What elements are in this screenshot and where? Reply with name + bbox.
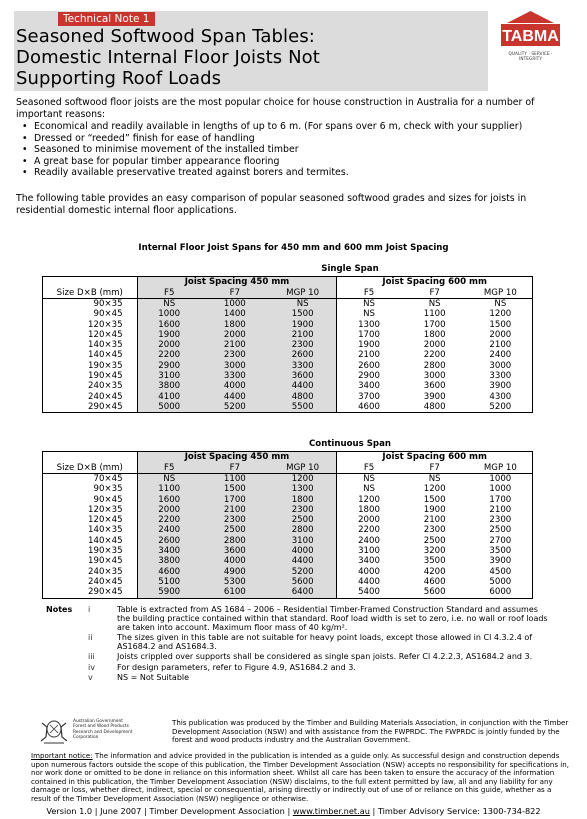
header-row	[43, 277, 533, 289]
span-cell: 2400	[137, 525, 201, 535]
logo-tagline: QUALITY · SERVICE · INTEGRITY	[508, 51, 553, 61]
span-cell: 3100	[269, 536, 337, 546]
table-row	[43, 536, 533, 546]
span-cell: 2900	[358, 371, 380, 382]
important-notice	[31, 752, 573, 803]
span-cell: 6000	[489, 587, 512, 598]
span-cell: 1800	[358, 504, 380, 515]
span-cell: 4000	[269, 546, 337, 556]
span-cell: 4000	[201, 381, 269, 391]
span-cell: NS	[269, 299, 337, 310]
grade-column-header: F5	[137, 288, 201, 299]
size-cell: 120×35	[43, 505, 138, 515]
table-row	[43, 515, 533, 525]
intro-paragraph: Seasoned softwood floor joists are the most popular choice for house construction in Australia for a number of important reasons:	[16, 97, 535, 120]
span-cell: 2800	[201, 536, 269, 546]
size-cell: 90×45	[43, 495, 138, 505]
grade-column-header: F5	[337, 463, 401, 474]
span-cell: 1500	[269, 309, 337, 319]
span-cell: 3600	[269, 371, 337, 381]
span-cell: 3600	[201, 546, 269, 556]
continuous-span-title: Continuous Span	[308, 439, 391, 449]
note-item	[88, 652, 548, 661]
size-cell: 70×45	[43, 474, 138, 485]
gov-line: Research and Development	[73, 729, 133, 735]
gov-line: Forest and Wood Products	[73, 724, 129, 730]
span-cell: 4000	[358, 566, 380, 577]
size-cell: 90×45	[43, 309, 138, 319]
continuous-span-table	[42, 451, 533, 599]
span-cell: 3400	[358, 556, 380, 567]
span-cell: 1000	[489, 484, 512, 495]
span-cell: 3400	[358, 381, 380, 392]
span-cell: 2100	[201, 505, 269, 515]
span-cell: 2500	[269, 515, 337, 525]
header-row	[43, 452, 533, 464]
span-cell: 1300	[358, 319, 380, 330]
span-cell: 3500	[423, 556, 446, 567]
span-cell: 2500	[201, 525, 269, 535]
span-cell: 2000	[137, 505, 201, 515]
note-text: Joists crippled over supports shall be considered as single span joists. Refer Cl 4.2.2.3, AS1684.2 and 3.	[117, 652, 533, 662]
span-cell: 2100	[358, 350, 380, 361]
span-cell: NS	[137, 299, 201, 310]
span-cell: 1700	[201, 495, 269, 505]
span-cell: 2000	[489, 329, 512, 340]
span-cell: 2100	[489, 504, 512, 515]
span-cell: 5100	[137, 577, 201, 587]
span-cell: 4300	[489, 391, 512, 402]
size-cell: 140×45	[43, 350, 138, 360]
table-row	[43, 556, 533, 566]
span-cell: 4900	[201, 567, 269, 577]
span-cell: 6100	[201, 587, 269, 598]
span-cell: 2400	[358, 535, 380, 546]
government-logo-text	[73, 719, 133, 740]
note-item	[88, 633, 548, 651]
span-cell: NS	[428, 299, 441, 309]
table-row	[43, 577, 533, 587]
span-cell: 2900	[137, 361, 201, 371]
title-line-2: Domestic Internal Floor Joists Not	[16, 47, 320, 68]
size-column-header: Size D×B (mm)	[43, 288, 138, 299]
span-cell: 2800	[269, 525, 337, 535]
span-cell: 3300	[201, 371, 269, 381]
logo-text: TABMA	[502, 28, 559, 45]
span-cell: 3100	[137, 371, 201, 381]
size-cell: 120×45	[43, 515, 138, 525]
span-cell: 4500	[489, 566, 512, 577]
title-line-3: Supporting Roof Loads	[16, 68, 222, 89]
span-cell: 1200	[358, 494, 380, 505]
table-row	[43, 392, 533, 402]
span-cell: 4000	[201, 556, 269, 566]
span-cell: 1500	[201, 484, 269, 494]
span-cell: 3100	[358, 546, 380, 557]
span-cell: 2300	[269, 505, 337, 515]
span-cell: 4600	[423, 576, 446, 587]
table-row	[43, 340, 533, 350]
note-number: v	[88, 672, 93, 682]
span-cell: 3000	[423, 371, 446, 382]
note-text: For design parameters, refer to Figure 4.9, AS1684.2 and 3.	[117, 662, 356, 672]
table-row	[43, 350, 533, 360]
reasons-list	[22, 121, 567, 179]
note-text: Table is extracted from AS 1684 – 2006 – Residential Timber-Framed Construction Standard and assumes the building practice contained within that standard. Roof load width is set to zero, i.e. no wall or roof loads are taken into account. Maximum floor mass of 40 kg/m².	[117, 605, 548, 633]
span-cell: 3700	[358, 391, 380, 402]
size-cell: 240×35	[43, 381, 138, 391]
note-number: i	[88, 605, 91, 614]
span-cell: 2000	[137, 340, 201, 350]
span-cell: 2100	[201, 340, 269, 350]
span-cell: 3800	[137, 381, 201, 391]
size-header-blank	[43, 452, 138, 464]
span-cell: 3000	[201, 361, 269, 371]
span-cell: 4800	[269, 392, 337, 402]
span-cell: 1000	[137, 309, 201, 319]
span-cell: 1200	[423, 484, 446, 495]
size-cell: 90×35	[43, 299, 138, 310]
footer-service: | Timber Advisory Service: 1300-734-822	[369, 806, 541, 816]
grade-column-header: F7	[201, 288, 269, 299]
span-cell: 1200	[489, 309, 512, 320]
span-cell: NS	[428, 474, 441, 484]
spacing-600-header: Joist Spacing 600 mm	[382, 277, 487, 287]
span-cell: 2600	[137, 536, 201, 546]
span-cell: 1700	[358, 329, 380, 340]
size-column-header: Size D×B (mm)	[43, 463, 138, 474]
list-item: • Readily available preservative treated against borers and termites.	[22, 167, 567, 179]
span-cell: 2600	[269, 350, 337, 360]
span-cell: 2200	[137, 350, 201, 360]
table-row	[43, 381, 533, 391]
government-logo	[38, 717, 133, 740]
span-cell: 2300	[201, 350, 269, 360]
span-cell: 2000	[201, 330, 269, 340]
technical-note-tag: Technical Note 1	[58, 12, 155, 26]
span-cell: 1500	[423, 494, 446, 505]
table-row	[43, 484, 533, 494]
table-row	[43, 320, 533, 330]
span-cell: 1300	[269, 484, 337, 494]
span-cell: NS	[494, 299, 507, 309]
spacing-450-header: Joist Spacing 450 mm	[137, 452, 337, 464]
span-cell: 5400	[358, 587, 380, 598]
table-row	[43, 309, 533, 319]
span-cell: 4100	[137, 392, 201, 402]
span-cell: 2300	[201, 515, 269, 525]
span-cell: 1100	[201, 474, 269, 485]
grade-column-header: F5	[337, 288, 401, 299]
span-cell: NS	[137, 474, 201, 485]
size-cell: 120×45	[43, 330, 138, 340]
page-title	[16, 26, 486, 89]
table-caption: Internal Floor Joist Spans for 450 mm and 600 mm Joist Spacing	[138, 243, 449, 253]
span-cell: 2100	[269, 330, 337, 340]
note-item	[88, 673, 548, 682]
table-row	[43, 361, 533, 371]
span-cell: 1000	[489, 474, 512, 484]
coat-of-arms-icon	[38, 717, 70, 745]
span-cell: 5000	[489, 576, 512, 587]
size-cell: 140×45	[43, 536, 138, 546]
span-cell: 1600	[137, 320, 201, 330]
note-item	[88, 663, 548, 672]
gov-line: Corporation	[73, 734, 99, 740]
span-cell: 3000	[489, 360, 512, 371]
span-cell: 2200	[423, 350, 446, 361]
span-cell: 4400	[201, 392, 269, 402]
span-cell: 3900	[489, 381, 512, 392]
span-cell: 2400	[489, 350, 512, 361]
list-item: • Seasoned to minimise movement of the installed timber	[22, 144, 567, 156]
note-number: iii	[88, 652, 95, 662]
span-cell: 4600	[137, 567, 201, 577]
footer-version: Version 1.0 | June 2007 | Timber Development Association |	[46, 806, 293, 816]
size-cell: 190×35	[43, 361, 138, 371]
size-header-blank	[43, 277, 138, 289]
span-cell: 2300	[423, 525, 446, 536]
span-cell: NS	[363, 474, 375, 484]
size-cell: 190×35	[43, 546, 138, 556]
span-cell: 1900	[269, 320, 337, 330]
span-cell: 2300	[269, 340, 337, 350]
span-cell: 2300	[489, 515, 512, 526]
span-cell: 1700	[489, 494, 512, 505]
span-cell: 2500	[423, 535, 446, 546]
footer	[0, 806, 587, 816]
span-cell: 1800	[423, 329, 446, 340]
grade-column-header: MGP 10	[469, 288, 533, 299]
header-row	[43, 463, 533, 474]
span-cell: 5200	[201, 402, 269, 413]
span-cell: 4400	[269, 556, 337, 566]
span-cell: NS	[363, 484, 375, 495]
span-cell: 2000	[423, 340, 446, 351]
size-cell: 240×35	[43, 567, 138, 577]
span-cell: 5500	[269, 402, 337, 413]
span-cell: 2600	[358, 360, 380, 371]
span-cell: 1500	[489, 319, 512, 330]
publication-statement: This publication was produced by the Timber and Building Materials Association, in conjunction with the Timber Development Association (NSW) and with assistance from the FWPRDC. The FWPRDC is jointly funded by the forest and wood products industry and the Australian Government.	[172, 718, 569, 744]
span-cell: 5900	[137, 587, 201, 598]
span-cell: 5200	[489, 401, 512, 412]
span-cell: 1400	[201, 309, 269, 319]
span-cell: 4200	[423, 566, 446, 577]
span-cell: 3500	[489, 546, 512, 557]
note-item	[88, 605, 548, 632]
table-row	[43, 402, 533, 413]
size-cell: 290×45	[43, 402, 138, 413]
span-cell: 2200	[137, 515, 201, 525]
span-cell: NS	[363, 309, 375, 320]
span-cell: 2800	[423, 360, 446, 371]
grade-column-header: F7	[401, 288, 469, 299]
gov-line: Australian Government	[73, 719, 123, 724]
span-cell: 2700	[489, 535, 512, 546]
spacing-450-header: Joist Spacing 450 mm	[137, 277, 337, 289]
table-row	[43, 525, 533, 535]
span-cell: 2200	[358, 525, 380, 536]
website-link[interactable]: www.timber.net.au	[292, 806, 370, 816]
span-cell: 5200	[269, 567, 337, 577]
span-cell: 2100	[489, 340, 512, 351]
size-cell: 240×45	[43, 392, 138, 402]
span-cell: 1900	[358, 340, 380, 351]
span-cell: 4600	[358, 401, 380, 412]
span-cell: 1900	[423, 504, 446, 515]
notice-text: The information and advice provided in the publication is intended as a guide only. As successful design and construction depends upon numerous factors outside the scope of this publication, the Timber Development Association (NSW) accepts no responsibility for specifications in, nor work done or omitted to be done in reliance on this information sheet. Whilst all care has been taken to ensure the accuracy of the information contained in this publication, the Timber Development Association (NSW) disclaims, to the full extent permitted by law, all and any liability for any damage or loss, whether direct, indirect, special or consequential, arising directly or indirectly out of use of or reliance on this guide, whether as a result of the Timber Development Association (NSW) negligence or otherwise.	[31, 751, 570, 803]
note-text: The sizes given in this table are not suitable for heavy point loads, except those allowed in Cl 4.3.2.4 of AS1684.2 and AS1684.3.	[117, 633, 533, 652]
span-cell: 2500	[489, 525, 512, 536]
span-cell: 4400	[269, 381, 337, 391]
span-cell: 2100	[423, 515, 446, 526]
span-cell: 1800	[201, 320, 269, 330]
grade-column-header: F7	[401, 463, 469, 474]
span-cell: 1900	[137, 330, 201, 340]
span-cell: 1200	[269, 474, 337, 485]
table-intro-paragraph: The following table provides an easy comparison of popular seasoned softwood grades and sizes for joists in residential domestic internal floor applications.	[16, 193, 527, 216]
notes-label: Notes	[46, 605, 73, 614]
header-row	[43, 288, 533, 299]
note-number: ii	[88, 633, 93, 643]
tabma-logo-icon	[499, 10, 562, 50]
single-span-title: Single Span	[321, 264, 379, 274]
grade-column-header: MGP 10	[269, 463, 337, 474]
size-cell: 190×45	[43, 371, 138, 381]
span-cell: 3400	[137, 546, 201, 556]
span-cell: 1600	[137, 495, 201, 505]
list-item: • A great base for popular timber appearance flooring	[22, 156, 567, 168]
grade-column-header: MGP 10	[269, 288, 337, 299]
grade-column-header: F5	[137, 463, 201, 474]
table-row	[43, 371, 533, 381]
span-cell: 1700	[423, 319, 446, 330]
table-row	[43, 587, 533, 598]
grade-column-header: MGP 10	[469, 463, 533, 474]
span-cell: 6400	[269, 587, 337, 598]
size-cell: 140×35	[43, 525, 138, 535]
span-cell: 3200	[423, 546, 446, 557]
size-cell: 240×45	[43, 577, 138, 587]
span-cell: 4800	[423, 401, 446, 412]
table-row	[43, 567, 533, 577]
span-cell: 5600	[269, 577, 337, 587]
span-cell: NS	[363, 299, 375, 309]
span-cell: 1800	[269, 495, 337, 505]
size-cell: 290×45	[43, 587, 138, 598]
title-line-1: Seasoned Softwood Span Tables:	[16, 26, 315, 47]
note-number: iv	[88, 662, 95, 672]
list-item: • Dressed or “reeded” finish for ease of handling	[22, 133, 567, 145]
note-text: NS = Not Suitable	[117, 672, 190, 682]
table-row	[43, 330, 533, 340]
span-cell: 1000	[201, 299, 269, 310]
single-span-table	[42, 276, 533, 413]
table-row	[43, 299, 533, 310]
span-cell: 2000	[358, 515, 380, 526]
size-cell: 190×45	[43, 556, 138, 566]
size-cell: 140×35	[43, 340, 138, 350]
span-cell: 3900	[423, 391, 446, 402]
span-cell: 3300	[269, 361, 337, 371]
span-cell: 4400	[358, 576, 380, 587]
notice-label: Important notice:	[31, 751, 93, 760]
spacing-600-header: Joist Spacing 600 mm	[382, 452, 487, 462]
size-cell: 90×35	[43, 484, 138, 494]
table-row	[43, 505, 533, 515]
span-cell: 1100	[423, 309, 446, 320]
span-cell: 3300	[489, 371, 512, 382]
list-item: • Economical and readily available in lengths of up to 6 m. (For spans over 6 m, check with your supplier)	[22, 121, 567, 133]
span-cell: 5600	[423, 587, 446, 598]
table-row	[43, 495, 533, 505]
span-cell: 3900	[489, 556, 512, 567]
span-cell: 1100	[137, 484, 201, 494]
grade-column-header: F7	[201, 463, 269, 474]
span-cell: 3800	[137, 556, 201, 566]
notes-list	[88, 605, 548, 683]
span-cell: 5300	[201, 577, 269, 587]
table-row	[43, 546, 533, 556]
table-row	[43, 474, 533, 485]
tabma-logo	[499, 10, 562, 61]
span-cell: 5000	[137, 402, 201, 413]
size-cell: 120×35	[43, 320, 138, 330]
span-cell: 3600	[423, 381, 446, 392]
